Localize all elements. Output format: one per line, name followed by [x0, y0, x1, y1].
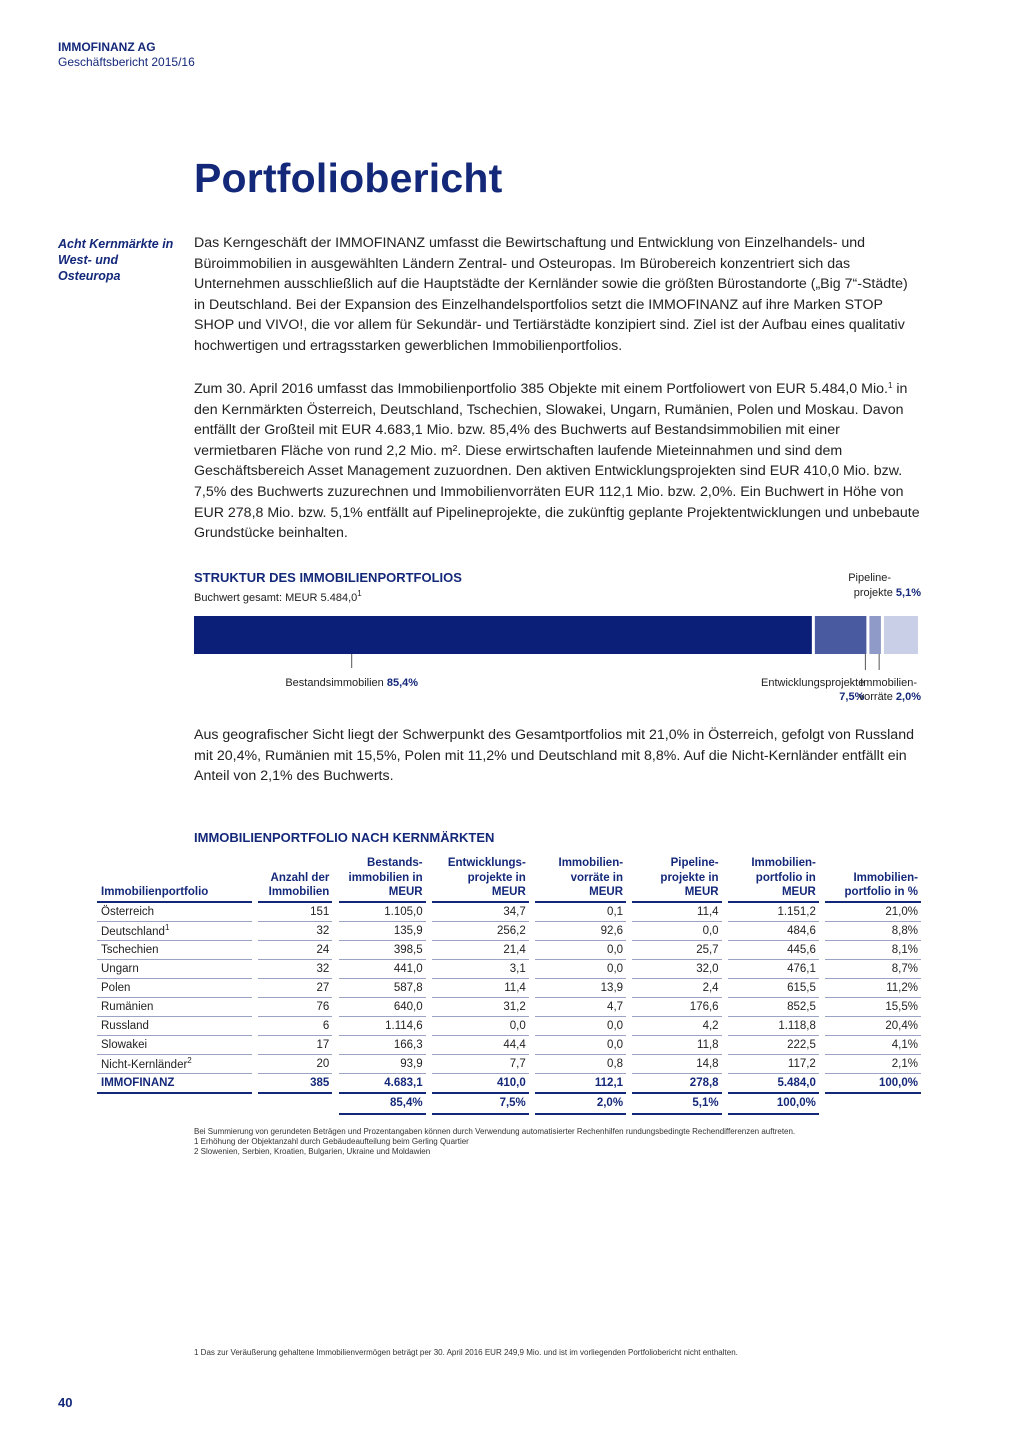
table-cell: 31,2 [432, 997, 529, 1016]
row-label: Österreich [97, 902, 252, 922]
bar-value-4: projekte 5,1% [853, 587, 921, 599]
table-cell: 1.114,6 [339, 1016, 426, 1035]
table-cell: 11,8 [632, 1035, 721, 1054]
table-cell: 4.683,1 [339, 1073, 426, 1093]
table-cell: 445,6 [728, 940, 819, 959]
table-cell: 615,5 [728, 978, 819, 997]
table-row [97, 978, 921, 997]
row-label: Tschechien [97, 940, 252, 959]
row-label: IMMOFINANZ [97, 1073, 252, 1093]
column-header-3: Bestands- immobilien in MEUR [339, 856, 426, 902]
table-empty [258, 1093, 332, 1114]
table-row [97, 1016, 921, 1035]
bar-segment-4 [884, 616, 918, 654]
paragraph-portfolio-a: Zum 30. April 2016 umfasst das Immobilienportfolio 385 Objekte mit einem Portfoliowert von EUR 5.484,0 Mio. [194, 381, 888, 397]
table-cell: 20 [258, 1054, 332, 1073]
share-cell: 2,0% [535, 1093, 626, 1114]
table-cell: 8,1% [825, 940, 921, 959]
chart-subtitle-sup: 1 [357, 589, 362, 598]
footnote-ref: 1 [887, 381, 893, 390]
table-cell: 15,5% [825, 997, 921, 1016]
table-cell: 6 [258, 1016, 332, 1035]
table-note: Bei Summierung von gerundeten Beträgen und Prozentangaben können durch Verwendung automatisierter Rechenhilfen rundungsbedingte Rechendifferenzen auftreten. [194, 1127, 796, 1136]
table-cell: 0,1 [535, 902, 626, 922]
table-cell: 0,0 [535, 1016, 626, 1035]
table-cell: 852,5 [728, 997, 819, 1016]
footnote-ref: 2 [187, 1056, 192, 1065]
table-cell: 17 [258, 1035, 332, 1054]
table-row [97, 1035, 921, 1054]
bar-segment-3 [869, 616, 881, 654]
row-label: Polen [97, 978, 252, 997]
table-cell: 34,7 [432, 902, 529, 922]
row-label: Nicht-Kernländer$^2$ [97, 1054, 252, 1073]
table-empty [825, 1093, 921, 1114]
header-company: IMMOFINANZ AG [58, 40, 156, 54]
portfolio-table [97, 856, 921, 1115]
table-cell: 0,8 [535, 1054, 626, 1073]
footnote-ref: 1 [164, 923, 170, 932]
header-subtitle: Geschäftsbericht 2015/16 [58, 55, 195, 69]
table-cell: 398,5 [339, 940, 426, 959]
table-cell: 21,0% [825, 902, 921, 922]
table-cell: 1.118,8 [728, 1016, 819, 1035]
table-cell: 151 [258, 902, 332, 922]
table-cell: 1.151,2 [728, 902, 819, 922]
table-cell: 5.484,0 [728, 1073, 819, 1093]
column-header-8: Immobilien- portfolio in % [825, 856, 921, 902]
table-cell: 4,7 [535, 997, 626, 1016]
chart-title: STRUKTUR DES IMMOBILIENPORTFOLIOS [194, 570, 462, 585]
table-footnote-1: 1 Erhöhung der Objektanzahl durch Gebäudeaufteilung beim Gerling Quartier [194, 1137, 469, 1146]
bar-segment-1 [194, 616, 812, 654]
table-cell: 11,4 [632, 902, 721, 922]
bar-label-3: Immobilien- [860, 677, 917, 689]
table-row [97, 940, 921, 959]
table-cell: 20,4% [825, 1016, 921, 1035]
table-row [97, 997, 921, 1016]
column-header-6: Pipeline- projekte in MEUR [632, 856, 721, 902]
bar-value-3: vorräte 2,0% [858, 691, 921, 703]
table-cell: 32 [258, 959, 332, 978]
share-cell: 100,0% [728, 1093, 819, 1114]
table-cell: 24 [258, 940, 332, 959]
table-cell: 135,9 [339, 921, 426, 940]
table-cell: 4,2 [632, 1016, 721, 1035]
table-cell: 0,0 [632, 921, 721, 940]
bar-value-2: 7,5% [839, 691, 865, 703]
table-row [97, 921, 921, 940]
share-row [97, 1093, 921, 1114]
table-cell: 385 [258, 1073, 332, 1093]
table-cell: 2,1% [825, 1054, 921, 1073]
column-header-2: Anzahl der Immobilien [258, 856, 332, 902]
table-cell: 76 [258, 997, 332, 1016]
share-cell: 7,5% [432, 1093, 529, 1114]
share-cell: 5,1% [632, 1093, 721, 1114]
table-cell: 166,3 [339, 1035, 426, 1054]
table-cell: 640,0 [339, 997, 426, 1016]
table-cell: 25,7 [632, 940, 721, 959]
table-cell: 93,9 [339, 1054, 426, 1073]
page-number: 40 [58, 1395, 73, 1410]
table-cell: 8,7% [825, 959, 921, 978]
row-label: Russland [97, 1016, 252, 1035]
table-cell: 11,4 [432, 978, 529, 997]
table-cell: 278,8 [632, 1073, 721, 1093]
table-cell: 0,0 [432, 1016, 529, 1035]
column-header-5: Immobilien- vorräte in MEUR [535, 856, 626, 902]
table-cell: 256,2 [432, 921, 529, 940]
table-header-row [97, 856, 921, 902]
page-title: Portfoliobericht [194, 155, 503, 201]
table-cell: 1.105,0 [339, 902, 426, 922]
total-row [97, 1073, 921, 1093]
table-cell: 8,8% [825, 921, 921, 940]
table-cell: 112,1 [535, 1073, 626, 1093]
paragraph-portfolio-b: in den Kernmärkten Österreich, Deutschland, Tschechien, Slowakei, Ungarn, Rumänien, Polen und Moskau. Davon entfällt der Großteil mit EUR 4.683,1 Mio. bzw. 85,4% des Buchwerts auf Bestandsimmobilien mit einer vermietbaren Fläche von rund 2,2 Mio. m². Diese erwirtschaften laufende Mieteinnahmen und sind dem Geschäftsbereich Asset Management zuzuordnen. Den aktiven Entwicklungsprojekten sind EUR 410,0 Mio. bzw. 7,5% des Buchwerts zuzurechnen und Immobilienvorräten EUR 112,1 Mio. bzw. 2,0%. Ein Buchwert in Höhe von EUR 278,8 Mio. bzw. 5,1% entfällt auf Pipelineprojekte, die zukünftig geplante Projektentwicklungen und unbebaute Grundstücke beinhalten. [194, 381, 920, 542]
table-cell: 4,1% [825, 1035, 921, 1054]
paragraph-intro: Das Kerngeschäft der IMMOFINANZ umfasst die Bewirtschaftung und Entwicklung von Einzelhandels- und Büroimmobilien in ausgewählten Ländern Zentral- und Osteuropas. Im Bürobereich konzentriert sich das Unternehmen ausschließlich auf die Hauptstädte der Kernländer sowie die größten Bürostandorte („Big 7“-Städte) in Deutschland. Bei der Expansion des Einzelhandelsportfolios setzt die IMMOFINANZ auf ihre Marken STOP SHOP und VIVO!, die vor allem für Sekundär- und Tertiärstädte konzipiert sind. Ziel ist der Aufbau eines qualitativ hochwertigen und ertragsstarken gewerblichen Immobilienportfolios. [194, 235, 908, 354]
table-cell: 7,7 [432, 1054, 529, 1073]
table-title: IMMOBILIENPORTFOLIO NACH KERNMÄRKTEN [194, 830, 495, 845]
page-footnote: 1 Das zur Veräußerung gehaltene Immobilienvermögen beträgt per 30. April 2016 EUR 249,9 Mio. und ist im vorliegenden Portfoliobericht nicht enthalten. [194, 1348, 738, 1357]
table-cell: 2,4 [632, 978, 721, 997]
share-cell: 85,4% [339, 1093, 426, 1114]
bar-label-2: Entwicklungsprojekte [761, 677, 865, 689]
row-label: Ungarn [97, 959, 252, 978]
table-cell: 0,0 [535, 1035, 626, 1054]
table-cell: 100,0% [825, 1073, 921, 1093]
table-cell: 587,8 [339, 978, 426, 997]
table-cell: 32 [258, 921, 332, 940]
table-cell: 476,1 [728, 959, 819, 978]
table-empty [97, 1093, 252, 1114]
table-cell: 0,0 [535, 940, 626, 959]
paragraph-geography: Aus geografischer Sicht liegt der Schwerpunkt des Gesamtportfolios mit 21,0% in Österreich, gefolgt von Russland mit 20,4%, Rumänien mit 15,5%, Polen mit 11,2% und Deutschland mit 8,8%. Auf die Nicht-Kernländer entfällt ein Anteil von 2,1% des Buchwerts. [194, 727, 914, 785]
row-label: Rumänien [97, 997, 252, 1016]
table-cell: 441,0 [339, 959, 426, 978]
table-cell: 484,6 [728, 921, 819, 940]
table-cell: 92,6 [535, 921, 626, 940]
margin-note: Acht Kernmärkte in West- und Osteuropa [58, 237, 174, 283]
table-row [97, 1054, 921, 1073]
table-footnote-2: 2 Slowenien, Serbien, Kroatien, Bulgarien, Ukraine und Moldawien [194, 1147, 431, 1156]
chart-subtitle-text: Buchwert gesamt: MEUR 5.484,0 [194, 592, 358, 604]
table-cell: 21,4 [432, 940, 529, 959]
table-cell: 13,9 [535, 978, 626, 997]
bar-label-4: Pipeline- [848, 572, 891, 584]
column-header-4: Entwicklungs- projekte in MEUR [432, 856, 529, 902]
table-cell: 14,8 [632, 1054, 721, 1073]
table-cell: 27 [258, 978, 332, 997]
table-cell: 410,0 [432, 1073, 529, 1093]
table-cell: 176,6 [632, 997, 721, 1016]
bar-segment-2 [815, 616, 867, 654]
table-row [97, 902, 921, 922]
table-cell: 222,5 [728, 1035, 819, 1054]
table-cell: 117,2 [728, 1054, 819, 1073]
table-cell: 44,4 [432, 1035, 529, 1054]
table-row [97, 959, 921, 978]
table-cell: 3,1 [432, 959, 529, 978]
column-header-7: Immobilien- portfolio in MEUR [728, 856, 819, 902]
row-label: Slowakei [97, 1035, 252, 1054]
column-header-1: Immobilienportfolio [97, 856, 252, 902]
table-cell: 32,0 [632, 959, 721, 978]
table-cell: 0,0 [535, 959, 626, 978]
row-label: Deutschland$^1$ [97, 921, 252, 940]
table-cell: 11,2% [825, 978, 921, 997]
bar-label-1: Bestandsimmobilien 85,4% [285, 677, 419, 689]
